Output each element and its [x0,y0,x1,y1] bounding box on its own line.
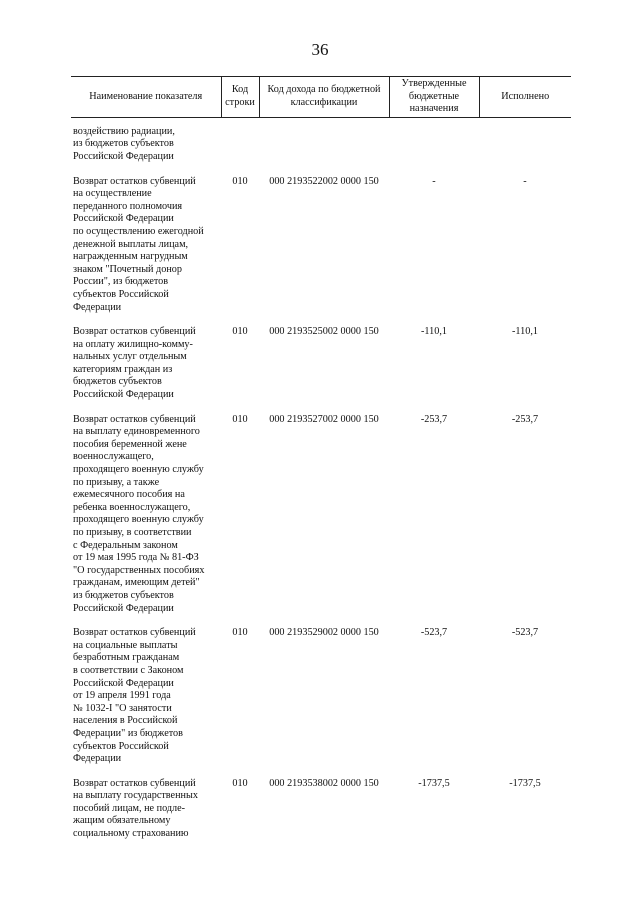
indicator-name-line: Российской Федерации [73,677,174,689]
indicator-name-line: военнослужащего, [73,451,154,463]
indicator-name-line: Возврат остатков субвенций [73,175,196,187]
indicator-name-line: ребенка военнослужащего, [73,501,191,513]
table-row [71,627,571,778]
budget-table [71,76,571,853]
table-body [71,117,571,852]
header-line-code: Код строки [221,77,259,118]
header-indicator-name: Наименование показателя [71,77,221,118]
executed-amount-cell: -253,7 [511,413,539,425]
indicator-name-line: Российской Федерации [73,602,174,614]
line-code-cell: 010 [232,175,248,187]
indicator-name-line: по осуществлению ежегодной [73,225,204,237]
indicator-name-line: на социальные выплаты [73,639,178,651]
table-row [71,176,571,327]
table-row [71,326,571,414]
indicator-name-line: из бюджетов субъектов [73,138,174,150]
indicator-name-line: Возврат остатков субвенций [73,777,196,789]
indicator-name-line: безработным гражданам [73,652,180,664]
indicator-name-cell [71,627,221,778]
indicator-name-line: на оплату жилищно-комму- [73,338,193,350]
indicator-name-line: в соответствии с Законом [73,664,184,676]
indicator-name-line: Федерации [73,753,122,765]
line-code-cell: 010 [232,413,248,425]
indicator-name-line: бюджетов субъектов [73,376,162,388]
header-spacer [71,117,571,126]
indicator-name-line: проходящего военную службу [73,514,204,526]
executed-amount-cell [479,126,571,176]
indicator-name-line: "О государственных пособиях [73,564,205,576]
executed-amount-cell: - [523,175,527,187]
indicator-name-line: Российской Федерации [73,213,174,225]
approved-amount-cell: -253,7 [420,413,448,425]
indicator-name-line: ежемесячного пособия на [73,489,185,501]
indicator-name-line: из бюджетов субъектов [73,589,174,601]
indicator-name-line: субъектов Российской [73,740,169,752]
approved-amount-cell: -523,7 [420,627,448,639]
income-code-cell [259,126,389,176]
indicator-name-line: на выплату единовременного [73,426,200,438]
line-code-cell [221,126,259,176]
indicator-name-line: Возврат остатков субвенций [73,627,196,639]
approved-amount-cell: - [432,175,436,187]
indicator-name-cell [71,414,221,628]
indicator-name-line: Российской Федерации [73,389,174,401]
table-header [71,77,571,118]
indicator-name-line: субъектов Российской [73,288,169,300]
table-row [71,414,571,628]
indicator-name-line: на выплату государственных [73,790,198,802]
indicator-name-line: на осуществление [73,188,152,200]
line-code-cell: 010 [232,326,248,338]
indicator-name-line: пособия беременной жене [73,438,187,450]
indicator-name-line: пособий лицам, не подле- [73,802,186,814]
indicator-name-line: знаком "Почетный донор [73,263,182,275]
approved-amount-cell: -1737,5 [418,777,450,789]
indicator-name-cell [71,126,221,176]
indicator-name-line: Возврат остатков субвенций [73,413,196,425]
indicator-name-line: Возврат остатков субвенций [73,326,196,338]
executed-amount-cell: -1737,5 [509,777,541,789]
indicator-name-line: переданного полномочия [73,200,183,212]
line-code-cell: 010 [232,777,248,789]
indicator-name-line: с Федеральным законом [73,539,178,551]
indicator-name-line: от 19 мая 1995 года № 81-ФЗ [73,552,199,564]
line-code-cell: 010 [232,627,248,639]
indicator-name-line: социальному страхованию [73,828,189,840]
executed-amount-cell: -523,7 [511,627,539,639]
indicator-name-line: Федерации [73,301,122,313]
indicator-name-line: Федерации" из бюджетов [73,727,183,739]
indicator-name-line: воздействию радиации, [73,125,175,137]
indicator-name-cell [71,778,221,853]
indicator-name-line: гражданам, имеющим детей" [73,577,200,589]
executed-amount-cell: -110,1 [512,326,538,338]
approved-amount-cell [389,126,479,176]
indicator-name-line: по призыву, в соответствии [73,527,192,538]
indicator-name-line: проходящего военную службу [73,464,204,476]
income-code-cell: 000 2193525002 0000 150 [269,326,379,338]
indicator-name-line: по призыву, а также [73,476,160,488]
income-code-cell: 000 2193538002 0000 150 [269,777,379,789]
approved-amount-cell: -110,1 [421,326,447,338]
table-row [71,778,571,853]
header-executed: Исполнено [479,77,571,118]
indicator-name-line: награжденным нагрудным [73,251,188,263]
indicator-name-line: № 1032-I "О занятости [73,702,172,714]
indicator-name-line: денежной выплаты лицам, [73,238,189,250]
indicator-name-line: России", из бюджетов [73,276,169,288]
indicator-name-line: категориям граждан из [73,363,173,375]
indicator-name-cell [71,326,221,414]
page-number: 36 [311,40,329,59]
header-approved: Утвержденные бюджетные назначения [389,77,479,118]
indicator-name-line: жащим обязательному [73,815,171,827]
indicator-name-cell [71,176,221,327]
header-income-code: Код дохода по бюджетной классификации [259,77,389,118]
indicator-name-line: населения в Российской [73,715,178,727]
income-code-cell: 000 2193527002 0000 150 [269,413,379,425]
indicator-name-line: от 19 апреля 1991 года [73,690,171,702]
indicator-name-line: Российской Федерации [73,150,174,162]
indicator-name-line: нальных услуг отдельным [73,351,187,363]
table-row [71,126,571,176]
income-code-cell: 000 2193522002 0000 150 [269,175,379,187]
income-code-cell: 000 2193529002 0000 150 [269,627,379,639]
